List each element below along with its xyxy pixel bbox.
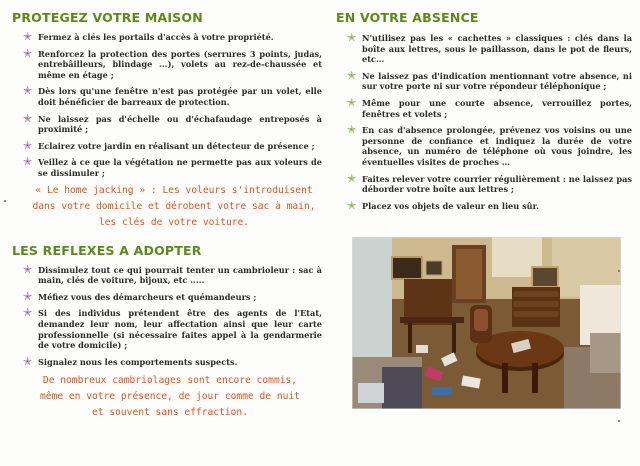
list-item: ✭ Fermez à clés les portails d'accès à votre propriété. [23, 30, 274, 43]
protect-home-list [12, 32, 322, 179]
absence-list [336, 33, 632, 211]
star-icon: ✭ [23, 155, 33, 169]
list-item: ✭ Méfiez vous des démarcheurs et quémandeurs ; [23, 289, 257, 303]
star-icon: ✭ [23, 289, 33, 303]
list-item: ✭ Veillez à ce que la végétation ne permette pas aux voleurs de se dissimuler ; [23, 155, 322, 178]
star-icon: ✭ [347, 198, 357, 212]
star-icon: ✭ [347, 95, 357, 109]
star-icon: ✭ [347, 31, 357, 44]
section-title-absence: EN VOTRE ABSENCE [336, 10, 479, 25]
star-icon: ✭ [347, 123, 357, 137]
star-icon: ✭ [23, 111, 33, 125]
section-title-protect-home: PROTEGEZ VOTRE MAISON [12, 10, 203, 25]
list-item: ✭ Ne laissez pas d'indication mentionnant votre absence, ni sur votre porte ni sur votre répondeur téléphonique ; [347, 68, 632, 92]
star-icon: ✭ [23, 306, 33, 320]
list-item: ✭ En cas d'absence prolongée, prévenez vos voisins ou une personne de confiance et indiquez la durée de votre absence, un numéro de téléphone où vous joindre, les éventuelles visites de proches … [347, 123, 632, 167]
list-item: ✭ Placez vos objets de valeur en lieu sûr. [347, 198, 540, 212]
burglary-warning-callout: De nombreux cambriolages sont encore commis, même en votre présence, de jour comme de nuit et souvent sans effraction. [40, 375, 300, 419]
star-icon: ✭ [23, 138, 33, 152]
section-title-reflexes: LES REFLEXES A ADOPTER [12, 242, 202, 258]
right-column [336, 10, 632, 211]
list-item: ✭ Faites relever votre courrier régulièrement : ne laissez pas déborder votre boîte aux lettres ; [347, 171, 632, 195]
star-icon: ✭ [23, 354, 33, 368]
list-item: ✭ Si des individus prétendent être des agents de l'Etat, demandez leur nom, leur affectation ainsi que leur carte professionnelle (si nécessaire faites appel à la gendarmerie de votre domicile) ; [23, 306, 322, 351]
burglarized-room-photo [352, 237, 621, 409]
list-item: ✭ Dissimulez tout ce qui pourrait tenter un cambrioleur : sac à main, clés de voiture, bijoux, etc ..... [23, 262, 322, 286]
left-column [12, 10, 322, 421]
list-item: ✭ N'utilisez pas les « cachettes » classiques : clés dans la boîte aux lettres, sous le paillasson, dans le pot de fleurs, etc… [347, 31, 632, 65]
star-icon: ✭ [23, 46, 33, 60]
scan-speck [618, 420, 620, 422]
list-item: ✭ Renforcez la protection des portes (serrures 3 points, judas, entrebâilleurs, blindage ...), volets au rez-de-chaussée et même en étage ; [23, 46, 322, 80]
reflexes-list [12, 262, 322, 368]
star-icon: ✭ [347, 68, 357, 82]
star-icon: ✭ [23, 84, 33, 98]
list-item: ✭ Ne laissez pas d'échelle ou d'échafaudage entreposés à proximité ; [23, 111, 322, 135]
list-item: ✭ Signalez nous les comportements suspects. [23, 354, 238, 368]
scan-speck [4, 200, 6, 202]
list-item: ✭ Même pour une courte absence, verrouillez portes, fenêtres et volets ; [347, 95, 632, 119]
list-item: ✭ Eclairez votre jardin en réalisant un détecteur de présence ; [23, 138, 315, 152]
star-icon: ✭ [23, 30, 33, 43]
star-icon: ✭ [347, 171, 357, 185]
home-jacking-callout: « Le home jacking » : Les voleurs s'introduisent dans votre domicile et dérobent votre sac à main, les clés de votre voiture. [32, 184, 316, 228]
star-icon: ✭ [23, 262, 33, 276]
list-item: ✭ Dès lors qu'une fenêtre n'est pas protégée par un volet, elle doit bénéficier de barreaux de protection. [23, 84, 322, 107]
scan-speck [618, 270, 620, 272]
